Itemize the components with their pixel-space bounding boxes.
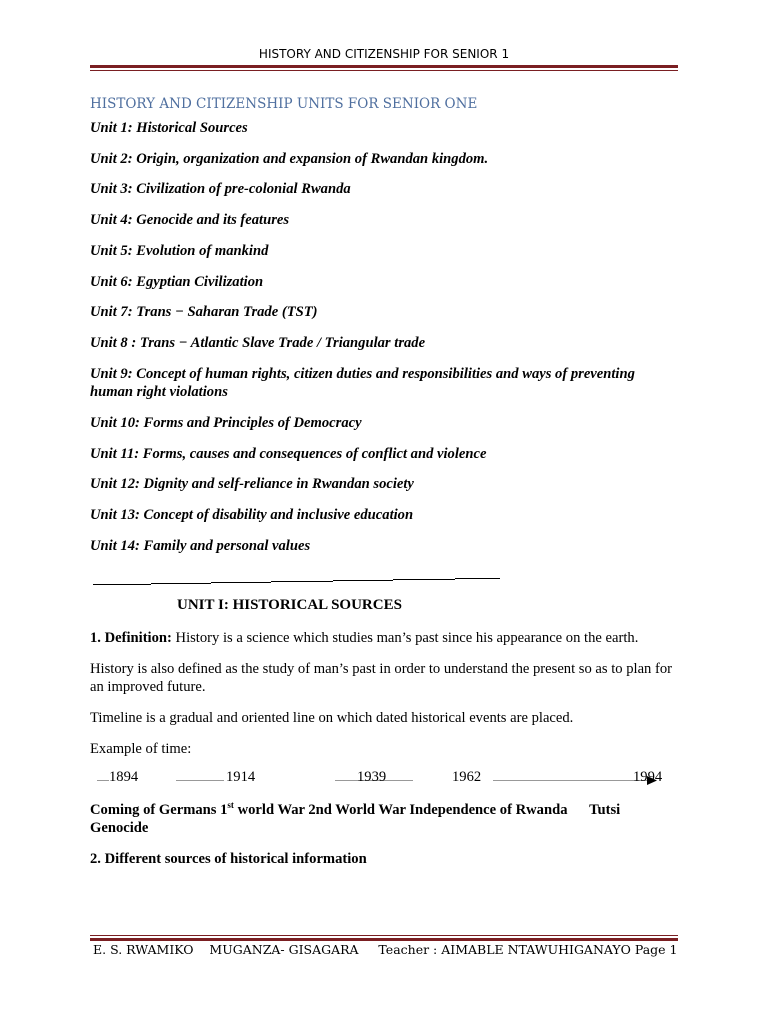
definition-text: History is a science which studies man’s past since his appearance on the earth. bbox=[171, 630, 639, 646]
unit-item: Unit 1: Historical Sources bbox=[90, 120, 248, 136]
timeline-year: 1914 bbox=[226, 769, 256, 785]
definition-paragraph bbox=[90, 629, 680, 647]
unit-item: Unit 14: Family and personal values bbox=[90, 538, 311, 554]
unit-item: Unit 5: Evolution of mankind bbox=[90, 243, 269, 259]
timeline-year: 1894 bbox=[109, 769, 139, 785]
unit-item: Unit 9: Concept of human rights, citizen duties and responsibilities and ways of preventing human right violations bbox=[90, 366, 635, 400]
definition-label: 1. Definition: bbox=[90, 630, 172, 646]
unit-item: Unit 10: Forms and Principles of Democracy bbox=[90, 415, 362, 431]
unit-item: Unit 11: Forms, causes and consequences of conflict and violence bbox=[90, 446, 487, 462]
unit-item: Unit 2: Origin, organization and expansion of Rwandan kingdom. bbox=[90, 151, 489, 167]
page-footer: E. S. RWAMIKO MUGANZA- GISAGARA Teacher : AIMABLE NTAWUHIGANAYO Page 1 bbox=[93, 942, 678, 957]
sources-subheading: 2. Different sources of historical information bbox=[90, 851, 367, 867]
unit-item: Unit 12: Dignity and self-reliance in Rwandan society bbox=[90, 476, 414, 492]
unit-item: Unit 4: Genocide and its features bbox=[90, 212, 290, 228]
units-heading: HISTORY AND CITIZENSHIP UNITS FOR SENIOR ONE bbox=[90, 96, 478, 112]
timeline-year: 1939 bbox=[357, 769, 387, 785]
page-header: HISTORY AND CITIZENSHIP FOR SENIOR 1 bbox=[258, 47, 510, 61]
unit-item: Unit 6: Egyptian Civilization bbox=[90, 274, 264, 290]
timeline-year: 1962 bbox=[452, 769, 482, 785]
footer-rule bbox=[90, 935, 678, 941]
unit-item: Unit 13: Concept of disability and inclusive education bbox=[90, 507, 414, 523]
section-title: UNIT I: HISTORICAL SOURCES bbox=[177, 597, 402, 613]
timeline-year: 1994 bbox=[633, 769, 663, 785]
timeline-events: Coming of Germans 1st world War 2nd World War Independence of Rwanda Tutsi Genocide bbox=[90, 800, 621, 836]
unit-item: Unit 7: Trans − Saharan Trade (TST) bbox=[90, 304, 318, 320]
example-label: Example of time: bbox=[90, 741, 192, 757]
unit-item: Unit 3: Civilization of pre-colonial Rwanda bbox=[90, 181, 351, 197]
header-rule bbox=[90, 65, 678, 71]
history-paragraph: History is also defined as the study of man’s past in order to understand the present so as to plan for an improved future. bbox=[90, 661, 673, 695]
timeline-paragraph: Timeline is a gradual and oriented line on which dated historical events are placed. bbox=[90, 710, 574, 726]
unit-item: Unit 8 : Trans − Atlantic Slave Trade / Triangular trade bbox=[90, 335, 426, 351]
